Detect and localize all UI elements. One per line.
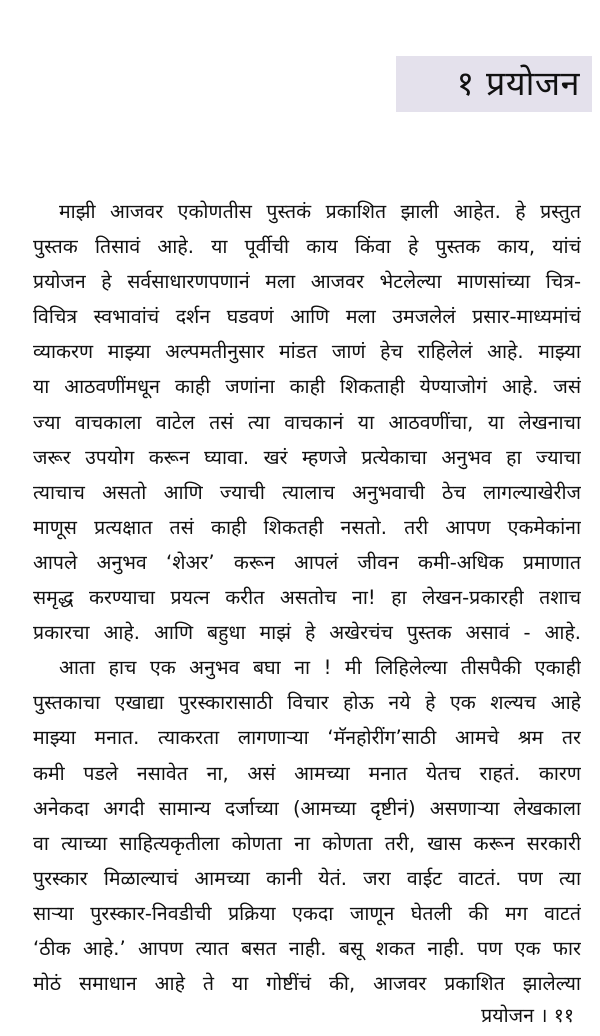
text-line: साऱ्या पुरस्कार-निवडीची प्रक्रिया एकदा जाणून घेतली की मग वाटतं [33, 901, 581, 925]
text-line: माझी आजवर एकोणतीस पुस्तकं प्रकाशित झाली आहेत. हे प्रस्तुत [59, 200, 581, 223]
text-line: ज्या वाचकाला वाटेल तसं त्या वाचकानं या आठवणींचा, या लेखनाचा [33, 410, 581, 434]
text-line: पुरस्कार मिळाल्याचं आमच्या कानी येतं. जरा वाईट वाटतं. पण त्या [33, 866, 581, 890]
body-text [33, 194, 581, 1001]
text-line: कमी पडले नसावेत ना, असं आमच्या मनात येतच राहतं. कारण [33, 761, 581, 785]
text-line: पुस्तक तिसावं आहे. या पूर्वीची काय किंवा हे पुस्तक काय, यांचं [33, 235, 581, 259]
text-line: आता हाच एक अनुभव बघा ना ! मी लिहिलेल्या तीसपैकी एकाही [59, 656, 581, 680]
text-line: पुस्तकाचा एखाद्या पुरस्कारासाठी विचार होऊ नये हे एक शल्यच आहे [33, 691, 581, 715]
text-line: मोठं समाधान आहे ते या गोष्टींचं की, आजवर प्रकाशित झालेल्या [33, 972, 581, 996]
text-line: विचित्र स्वभावांचं दर्शन घडवणं आणि मला उमजलेलं प्रसार-माध्यमांचं [33, 305, 581, 329]
text-line: समृद्ध करण्याचा प्रयत्न करीत असतोच ना! हा लेखन-प्रकारही तशाच [33, 586, 581, 610]
text-line: माझ्या मनात. त्याकरता लागणाऱ्या ‘मॅनहोरींग’साठी आमचे श्रम तर [33, 726, 581, 750]
text-line: व्याकरण माझ्या अल्पमतीनुसार मांडत जाणं हेच राहिलेलं आहे. माझ्या [33, 340, 581, 364]
text-line: ‘ठीक आहे.’ आपण त्यात बसत नाही. बसू शकत नाही. पण एक फार [33, 936, 581, 960]
text-line: आपले अनुभव ‘शेअर’ करून आपलं जीवन कमी-अधिक प्रमाणात [33, 550, 581, 574]
chapter-title: १ प्रयोजन [396, 56, 592, 112]
running-footer: प्रयोजन । ११ [481, 1004, 574, 1027]
text-line: वा त्याच्या साहित्यकृतीला कोणता ना कोणता तरी, खास करून सरकारी [33, 831, 581, 855]
text-line: प्रकारचा आहे. आणि बहुधा माझं हे अखेरचंच पुस्तक असावं - आहे. [33, 621, 581, 645]
text-line: अनेकदा अगदी सामान्य दर्जाच्या (आमच्या दृष्टीनं) असणाऱ्या लेखकाला [33, 796, 581, 820]
text-line: प्रयोजन हे सर्वसाधारणपणानं मला आजवर भेटलेल्या माणसांच्या चित्र- [33, 270, 581, 294]
text-line: या आठवणींमधून काही जणांना काही शिकताही येण्याजोगं आहे. जसं [33, 375, 581, 399]
text-line: माणूस प्रत्यक्षात तसं काही शिकतही नसतो. तरी आपण एकमेकांना [33, 515, 581, 539]
text-line: जरूर उपयोग करून घ्यावा. खरं म्हणजे प्रत्येकाचा अनुभव हा ज्याचा [33, 445, 581, 469]
text-line: त्याचाच असतो आणि ज्याची त्यालाच अनुभवाची ठेच लागल्याखेरीज [33, 480, 581, 504]
